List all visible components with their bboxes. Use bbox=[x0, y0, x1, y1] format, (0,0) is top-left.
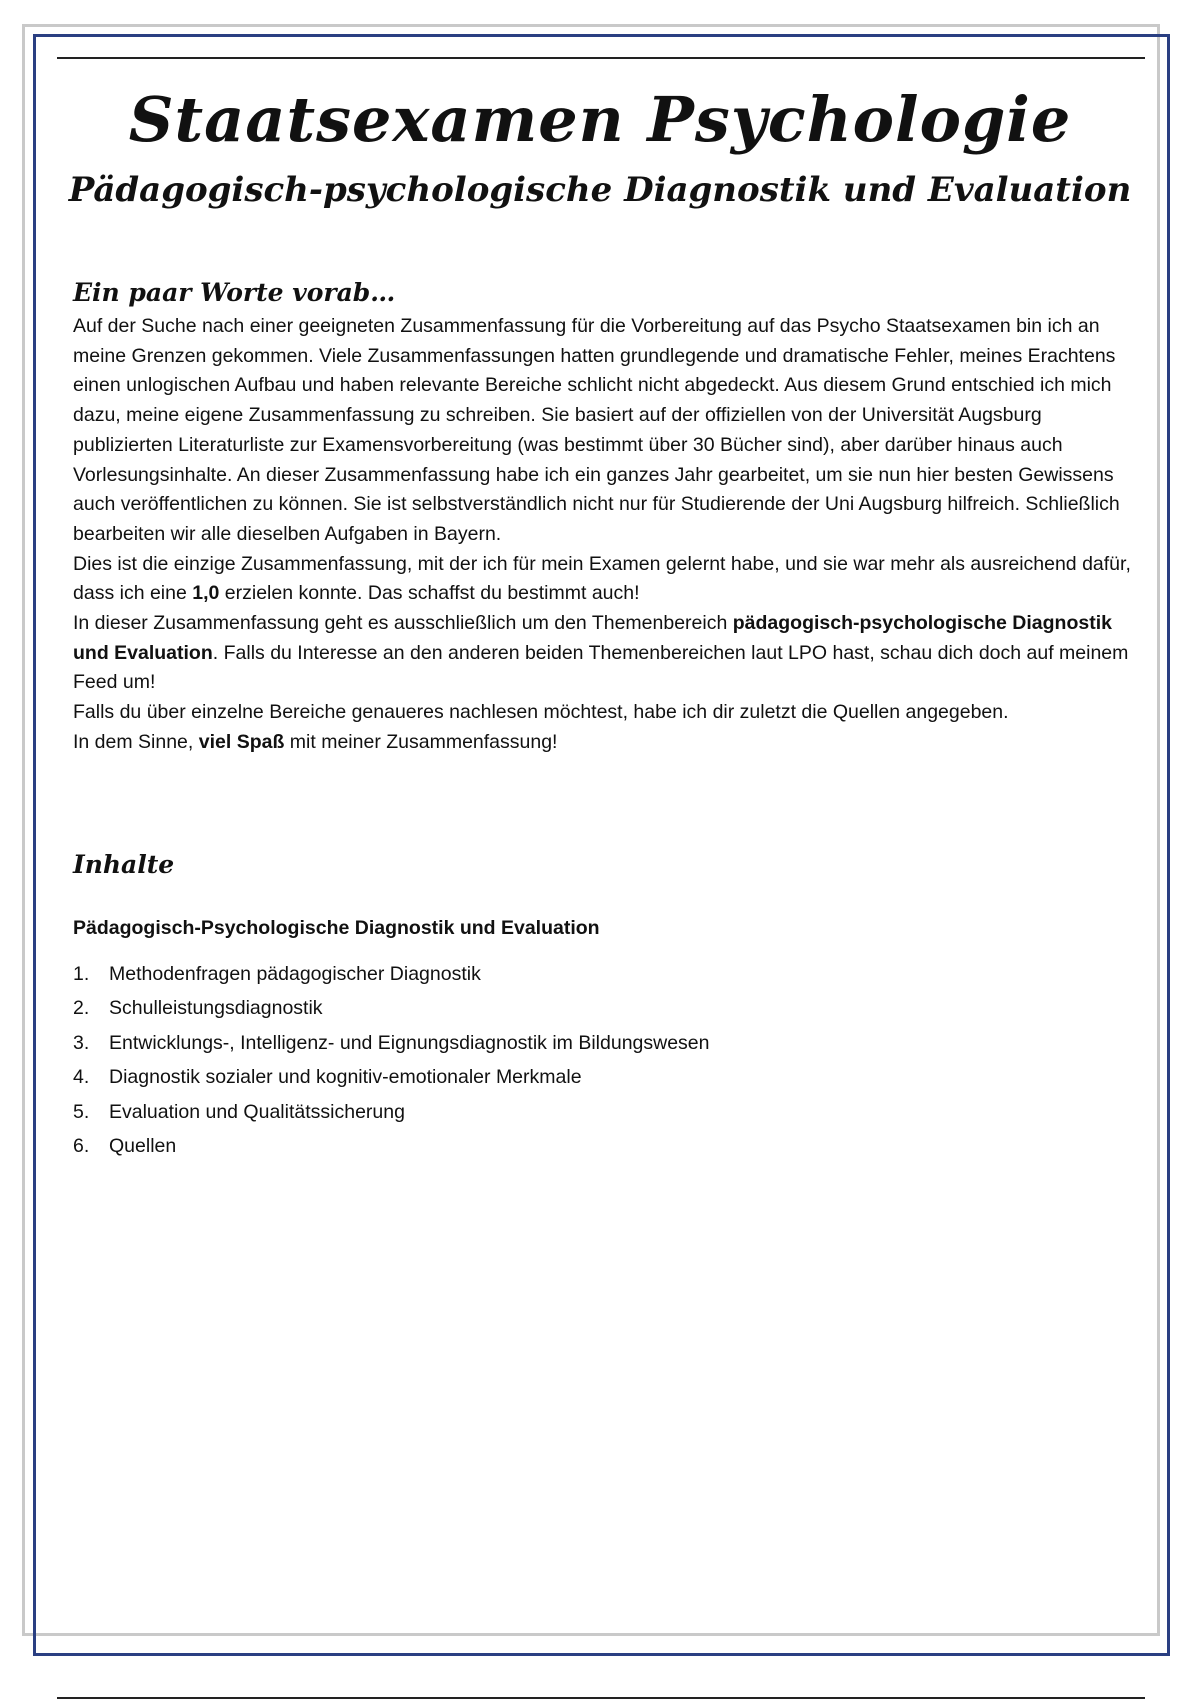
list-item-number: 4. bbox=[73, 1066, 90, 1089]
intro-paragraph-3 bbox=[73, 609, 1133, 698]
intro-heading: Ein paar Worte vorab… bbox=[73, 278, 396, 307]
contents-heading: Inhalte bbox=[73, 850, 175, 879]
list-item-number: 3. bbox=[73, 1031, 90, 1054]
list-item-label: Methodenfragen pädagogischer Diagnostik bbox=[109, 963, 481, 985]
intro-p5-text-end: mit meiner Zusammenfassung! bbox=[284, 730, 558, 753]
list-item-label: Entwicklungs-, Intelligenz- und Eignungsdiagnostik im Bildungswesen bbox=[109, 1031, 710, 1054]
intro-p2-text: Dies ist die einzige Zusammenfassung, mit der ich für mein Examen gelernt habe, und sie war mehr als ausreichend dafür, dass ich eine bbox=[73, 552, 1131, 605]
intro-p3-text-end: . Falls du Interesse an den anderen beiden Themenbereichen laut LPO hast, schau dich doch auf meinem Feed um! bbox=[73, 641, 1129, 694]
contents-subheading: Pädagogisch-Psychologische Diagnostik und Evaluation bbox=[73, 917, 600, 939]
list-item bbox=[73, 1029, 710, 1063]
intro-text bbox=[73, 312, 1133, 758]
intro-paragraph-2 bbox=[73, 550, 1133, 609]
fun-highlight: viel Spaß bbox=[198, 730, 285, 753]
intro-paragraph-1: Auf der Suche nach einer geeigneten Zusammenfassung für die Vorbereitung auf das Psycho Staatsexamen bin ich an meine Grenzen gekommen. Viele Zusammenfassungen hatten grundlegende und dramatische Fehler, meines Erachtens einen unlogischen Aufbau und haben relevante Bereiche schlicht nicht abgedeckt. Aus diesem Grund entschied ich mich dazu, meine eigene Zusammenfassung zu schreiben. Sie basiert auf der offiziellen von der Universität Augsburg publizierten Literaturliste zur Examensvorbereitung (was bestimmt über 30 Bücher sind), aber darüber hinaus auch Vorlesungsinhalte. An dieser Zusammenfassung habe ich ein ganzes Jahr gearbeitet, um sie nun hier besten Gewissens auch veröffentlichen zu können. Sie ist selbstverständlich nicht nur für Studierende der Uni Augsburg hilfreich. Schließlich bearbeiten wir alle dieselben Aufgaben in Bayern. bbox=[73, 315, 1120, 545]
intro-paragraph-4: Falls du über einzelne Bereiche genaueres nachlesen möchtest, habe ich dir zuletzt die Quellen angegeben. bbox=[73, 701, 1009, 724]
intro-p5-text: In dem Sinne, bbox=[73, 730, 199, 753]
list-item-label: Diagnostik sozialer und kognitiv-emotionaler Merkmale bbox=[109, 1066, 582, 1089]
list-item bbox=[73, 1098, 710, 1132]
list-item-label: Quellen bbox=[109, 1134, 177, 1157]
list-item-number: 2. bbox=[73, 997, 90, 1020]
intro-p3-text: In dieser Zusammenfassung geht es ausschließlich um den Themenbereich bbox=[73, 612, 733, 635]
list-item-number: 5. bbox=[73, 1100, 90, 1123]
document-title: Staatsexamen Psychologie bbox=[128, 83, 1072, 156]
list-item bbox=[73, 960, 710, 994]
list-item-label: Evaluation und Qualitätssicherung bbox=[109, 1100, 405, 1123]
document-subtitle: Pädagogisch-psychologische Diagnostik und Evaluation bbox=[68, 170, 1132, 210]
topic-highlight: pädagogisch-psychologische Diagnostik und Evaluation bbox=[73, 612, 1112, 664]
list-item-number: 6. bbox=[73, 1134, 90, 1157]
top-rule bbox=[57, 57, 1145, 59]
list-item-label: Schulleistungsdiagnostik bbox=[109, 997, 323, 1020]
bottom-rule bbox=[57, 1697, 1145, 1699]
intro-p2-text-end: erzielen konnte. Das schaffst du bestimmt auch! bbox=[219, 582, 640, 605]
contents-list bbox=[73, 960, 710, 1166]
list-item bbox=[73, 994, 710, 1028]
list-item-number: 1. bbox=[73, 963, 90, 985]
grade-highlight: 1,0 bbox=[192, 582, 220, 605]
intro-paragraph-5 bbox=[73, 728, 1133, 758]
list-item bbox=[73, 1132, 710, 1166]
list-item bbox=[73, 1063, 710, 1097]
